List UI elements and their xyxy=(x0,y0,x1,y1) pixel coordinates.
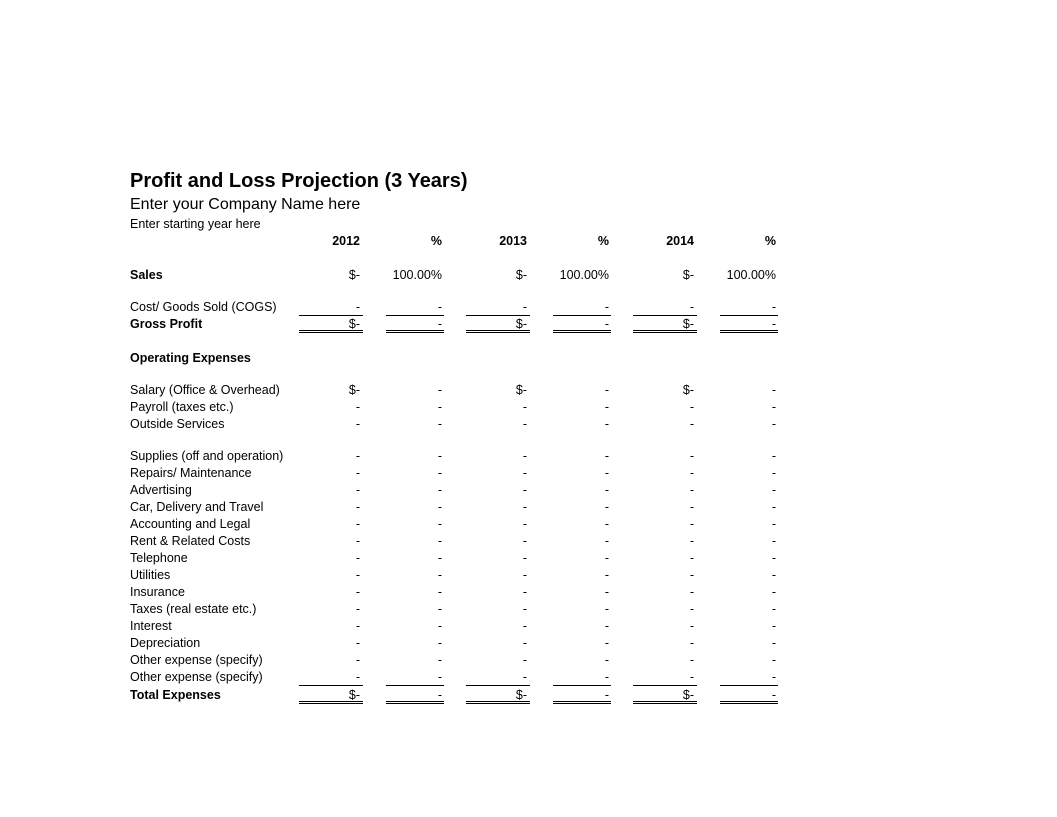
row-label: Gross Profit xyxy=(130,317,203,331)
value-cell[interactable]: - xyxy=(553,669,611,686)
value-cell[interactable]: - xyxy=(771,636,776,650)
row-label: Car, Delivery and Travel xyxy=(130,500,264,514)
value-cell[interactable]: - xyxy=(689,483,694,497)
value-cell[interactable]: - xyxy=(437,636,442,650)
value-cell[interactable]: - xyxy=(604,636,609,650)
value-cell[interactable]: - xyxy=(633,299,697,316)
value-cell[interactable]: - xyxy=(522,602,527,616)
value-cell[interactable]: - xyxy=(437,602,442,616)
value-cell[interactable]: - xyxy=(437,534,442,548)
row-label: Taxes (real estate etc.) xyxy=(130,602,257,616)
value-cell[interactable]: - xyxy=(522,534,527,548)
expense-row xyxy=(0,601,1057,618)
value-cell[interactable]: - xyxy=(355,602,360,616)
value-cell[interactable]: - xyxy=(720,669,778,686)
value-cell[interactable]: - xyxy=(689,551,694,565)
row-label: Other expense (specify) xyxy=(130,653,263,667)
value-cell[interactable]: $- xyxy=(348,268,360,282)
value-cell[interactable]: - xyxy=(522,400,527,414)
value-cell[interactable]: - xyxy=(771,585,776,599)
value-cell[interactable]: - xyxy=(386,299,444,316)
value-cell[interactable]: - xyxy=(771,602,776,616)
value-cell[interactable]: - xyxy=(355,483,360,497)
value-cell[interactable]: - xyxy=(355,585,360,599)
operating-expenses-heading-row xyxy=(0,350,1057,367)
value-cell[interactable]: - xyxy=(522,636,527,650)
row-label: Interest xyxy=(130,619,172,633)
column-header-row xyxy=(0,233,1057,250)
value-cell[interactable]: - xyxy=(771,449,776,463)
page-title: Profit and Loss Projection (3 Years) xyxy=(130,170,468,192)
value-cell[interactable]: - xyxy=(355,466,360,480)
expense-row xyxy=(0,550,1057,567)
value-cell[interactable]: $- xyxy=(299,316,363,333)
value-cell[interactable]: - xyxy=(437,619,442,633)
value-cell[interactable]: 100.00% xyxy=(559,268,609,282)
value-cell[interactable]: - xyxy=(355,653,360,667)
value-cell[interactable]: $- xyxy=(682,383,694,397)
value-cell[interactable]: - xyxy=(355,636,360,650)
value-cell[interactable]: - xyxy=(437,400,442,414)
value-cell[interactable]: - xyxy=(553,299,611,316)
value-cell[interactable]: - xyxy=(689,619,694,633)
value-cell[interactable]: - xyxy=(522,585,527,599)
row-label: Advertising xyxy=(130,483,192,497)
value-cell[interactable]: - xyxy=(604,568,609,582)
value-cell[interactable]: - xyxy=(633,669,697,686)
value-cell[interactable]: - xyxy=(604,602,609,616)
column-header-percent-1: % xyxy=(430,234,442,248)
value-cell[interactable]: - xyxy=(771,383,776,397)
starting-year-cell[interactable]: Enter starting year here xyxy=(130,217,261,231)
expense-row xyxy=(0,635,1057,652)
row-label: Salary (Office & Overhead) xyxy=(130,383,280,397)
row-label: Total Expenses xyxy=(130,688,221,702)
expense-row xyxy=(0,416,1057,433)
expense-row xyxy=(0,499,1057,516)
value-cell[interactable]: - xyxy=(355,568,360,582)
value-cell[interactable]: - xyxy=(522,483,527,497)
value-cell[interactable]: - xyxy=(355,551,360,565)
value-cell[interactable]: - xyxy=(771,417,776,431)
value-cell[interactable]: - xyxy=(386,316,444,333)
row-label: Supplies (off and operation) xyxy=(130,449,284,463)
row-label: Telephone xyxy=(130,551,188,565)
row-label: Repairs/ Maintenance xyxy=(130,466,252,480)
value-cell[interactable]: $- xyxy=(466,316,530,333)
value-cell[interactable]: - xyxy=(355,500,360,514)
value-cell[interactable]: - xyxy=(437,585,442,599)
value-cell[interactable]: 100.00% xyxy=(392,268,442,282)
value-cell[interactable]: - xyxy=(689,585,694,599)
value-cell[interactable]: - xyxy=(522,449,527,463)
value-cell[interactable]: - xyxy=(689,602,694,616)
expense-row xyxy=(0,533,1057,550)
value-cell[interactable]: - xyxy=(720,687,778,704)
value-cell[interactable]: - xyxy=(604,500,609,514)
value-cell[interactable]: - xyxy=(355,400,360,414)
value-cell[interactable]: - xyxy=(522,619,527,633)
column-header-percent-2: % xyxy=(597,234,609,248)
value-cell[interactable]: - xyxy=(437,417,442,431)
value-cell[interactable]: - xyxy=(604,466,609,480)
column-header-year-1: 2012 xyxy=(332,234,360,248)
row-label: Insurance xyxy=(130,585,185,599)
row-label: Utilities xyxy=(130,568,171,582)
row-label: Rent & Related Costs xyxy=(130,534,251,548)
expense-row xyxy=(0,448,1057,465)
value-cell[interactable]: - xyxy=(522,417,527,431)
company-name-cell[interactable]: Enter your Company Name here xyxy=(130,196,361,213)
expense-row xyxy=(0,482,1057,499)
expense-row xyxy=(0,382,1057,399)
expense-row xyxy=(0,465,1057,482)
value-cell[interactable]: - xyxy=(355,517,360,531)
value-cell[interactable]: - xyxy=(771,517,776,531)
value-cell[interactable]: - xyxy=(604,534,609,548)
value-cell[interactable]: - xyxy=(604,400,609,414)
value-cell[interactable]: - xyxy=(689,417,694,431)
value-cell[interactable]: - xyxy=(771,653,776,667)
value-cell[interactable]: - xyxy=(437,483,442,497)
row-label: Sales xyxy=(130,268,163,282)
row-label: Accounting and Legal xyxy=(130,517,251,531)
row-label: Cost/ Goods Sold (COGS) xyxy=(130,300,277,314)
value-cell[interactable]: - xyxy=(522,500,527,514)
gross-profit-row xyxy=(0,316,1057,333)
expense-row xyxy=(0,669,1057,686)
value-cell[interactable]: - xyxy=(604,653,609,667)
value-cell[interactable]: - xyxy=(522,466,527,480)
value-cell[interactable]: - xyxy=(437,568,442,582)
value-cell[interactable]: - xyxy=(466,669,530,686)
value-cell[interactable]: - xyxy=(689,636,694,650)
value-cell[interactable]: - xyxy=(771,400,776,414)
value-cell[interactable]: - xyxy=(689,653,694,667)
value-cell[interactable]: $- xyxy=(515,383,527,397)
value-cell[interactable]: - xyxy=(437,449,442,463)
value-cell[interactable]: - xyxy=(689,568,694,582)
column-header-year-2: 2013 xyxy=(499,234,527,248)
value-cell[interactable]: - xyxy=(771,500,776,514)
value-cell[interactable]: - xyxy=(720,316,778,333)
value-cell[interactable]: - xyxy=(553,687,611,704)
expense-row xyxy=(0,584,1057,601)
value-cell[interactable]: - xyxy=(355,449,360,463)
column-header-percent-3: % xyxy=(764,234,776,248)
value-cell[interactable]: - xyxy=(604,619,609,633)
value-cell[interactable]: - xyxy=(604,517,609,531)
value-cell[interactable]: - xyxy=(689,517,694,531)
value-cell[interactable]: - xyxy=(437,653,442,667)
value-cell[interactable]: - xyxy=(771,568,776,582)
value-cell[interactable]: - xyxy=(604,383,609,397)
value-cell[interactable]: - xyxy=(386,669,444,686)
value-cell[interactable]: - xyxy=(720,299,778,316)
value-cell[interactable]: 100.00% xyxy=(726,268,776,282)
section-heading: Operating Expenses xyxy=(130,351,251,365)
value-cell[interactable]: - xyxy=(466,299,530,316)
value-cell[interactable]: - xyxy=(522,653,527,667)
value-cell[interactable]: - xyxy=(771,466,776,480)
value-cell[interactable]: - xyxy=(437,466,442,480)
value-cell[interactable]: $- xyxy=(348,383,360,397)
row-label: Other expense (specify) xyxy=(130,670,263,684)
value-cell[interactable]: - xyxy=(771,534,776,548)
value-cell[interactable]: - xyxy=(604,551,609,565)
value-cell[interactable]: $- xyxy=(466,687,530,704)
row-label: Payroll (taxes etc.) xyxy=(130,400,234,414)
value-cell[interactable]: - xyxy=(604,483,609,497)
value-cell[interactable]: - xyxy=(689,466,694,480)
column-header-year-3: 2014 xyxy=(666,234,694,248)
cogs-row xyxy=(0,299,1057,316)
value-cell[interactable]: - xyxy=(553,316,611,333)
value-cell[interactable]: - xyxy=(771,551,776,565)
value-cell[interactable]: $- xyxy=(515,268,527,282)
value-cell[interactable]: - xyxy=(689,449,694,463)
value-cell[interactable]: - xyxy=(437,500,442,514)
total-expenses-row xyxy=(0,687,1057,704)
value-cell[interactable]: - xyxy=(299,669,363,686)
sales-row xyxy=(0,267,1057,284)
value-cell[interactable]: - xyxy=(771,483,776,497)
value-cell[interactable]: - xyxy=(771,619,776,633)
row-label: Outside Services xyxy=(130,417,225,431)
value-cell[interactable]: - xyxy=(355,534,360,548)
expense-row xyxy=(0,618,1057,635)
value-cell[interactable]: $- xyxy=(633,316,697,333)
value-cell[interactable]: - xyxy=(689,500,694,514)
value-cell[interactable]: - xyxy=(522,551,527,565)
value-cell[interactable]: $- xyxy=(682,268,694,282)
expense-row xyxy=(0,652,1057,669)
value-cell[interactable]: - xyxy=(689,534,694,548)
value-cell[interactable]: - xyxy=(386,687,444,704)
value-cell[interactable]: - xyxy=(604,585,609,599)
expense-row xyxy=(0,399,1057,416)
value-cell[interactable]: - xyxy=(522,517,527,531)
value-cell[interactable]: $- xyxy=(633,687,697,704)
value-cell[interactable]: - xyxy=(437,517,442,531)
value-cell[interactable]: - xyxy=(689,400,694,414)
value-cell[interactable]: - xyxy=(604,417,609,431)
value-cell[interactable]: - xyxy=(355,619,360,633)
row-label: Depreciation xyxy=(130,636,201,650)
value-cell[interactable]: - xyxy=(522,568,527,582)
value-cell[interactable]: - xyxy=(604,449,609,463)
value-cell[interactable]: - xyxy=(437,383,442,397)
value-cell[interactable]: - xyxy=(299,299,363,316)
value-cell[interactable]: - xyxy=(437,551,442,565)
expense-row xyxy=(0,516,1057,533)
value-cell[interactable]: - xyxy=(355,417,360,431)
expense-row xyxy=(0,567,1057,584)
value-cell[interactable]: $- xyxy=(299,687,363,704)
